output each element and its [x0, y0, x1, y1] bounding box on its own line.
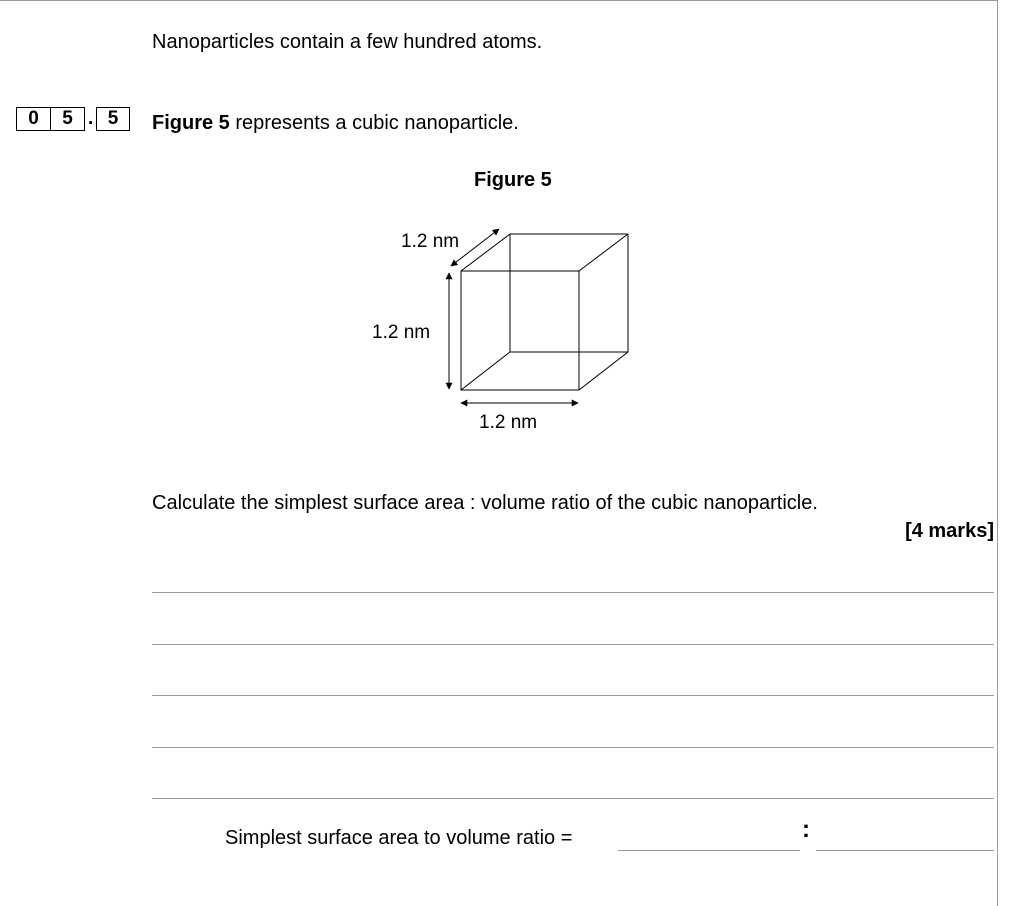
ratio-answer-label: Simplest surface area to volume ratio = — [225, 827, 573, 849]
question-stem-text: represents a cubic nanoparticle. — [229, 112, 519, 134]
height-label: 1.2 nm — [372, 322, 431, 343]
width-label: 1.2 nm — [479, 412, 538, 433]
answer-line-5[interactable] — [152, 798, 994, 799]
cube-top-right-edges — [461, 234, 628, 390]
answer-line-1[interactable] — [152, 592, 994, 593]
question-number-digit-1: 0 — [16, 107, 51, 131]
cube-back-edges — [461, 234, 628, 390]
ratio-separator: : — [802, 816, 810, 843]
question-number-separator: . — [88, 108, 94, 129]
answer-line-2[interactable] — [152, 644, 994, 645]
marks-label: [4 marks] — [905, 520, 994, 542]
figure-reference: Figure 5 — [152, 112, 230, 134]
ratio-answer-blank-right[interactable] — [816, 850, 994, 851]
answer-line-3[interactable] — [152, 695, 994, 696]
ratio-answer-blank-left[interactable] — [618, 850, 800, 851]
task-instruction: Calculate the simplest surface area : volume ratio of the cubic nanoparticle. — [152, 492, 818, 514]
cube-front-face — [461, 271, 579, 390]
question-number-digit-3: 5 — [96, 107, 130, 131]
answer-line-4[interactable] — [152, 747, 994, 748]
figure-title: Figure 5 — [474, 169, 552, 191]
depth-label: 1.2 nm — [401, 231, 460, 252]
question-number-digit-2: 5 — [50, 107, 85, 131]
intro-text: Nanoparticles contain a few hundred atoms. — [152, 31, 543, 53]
